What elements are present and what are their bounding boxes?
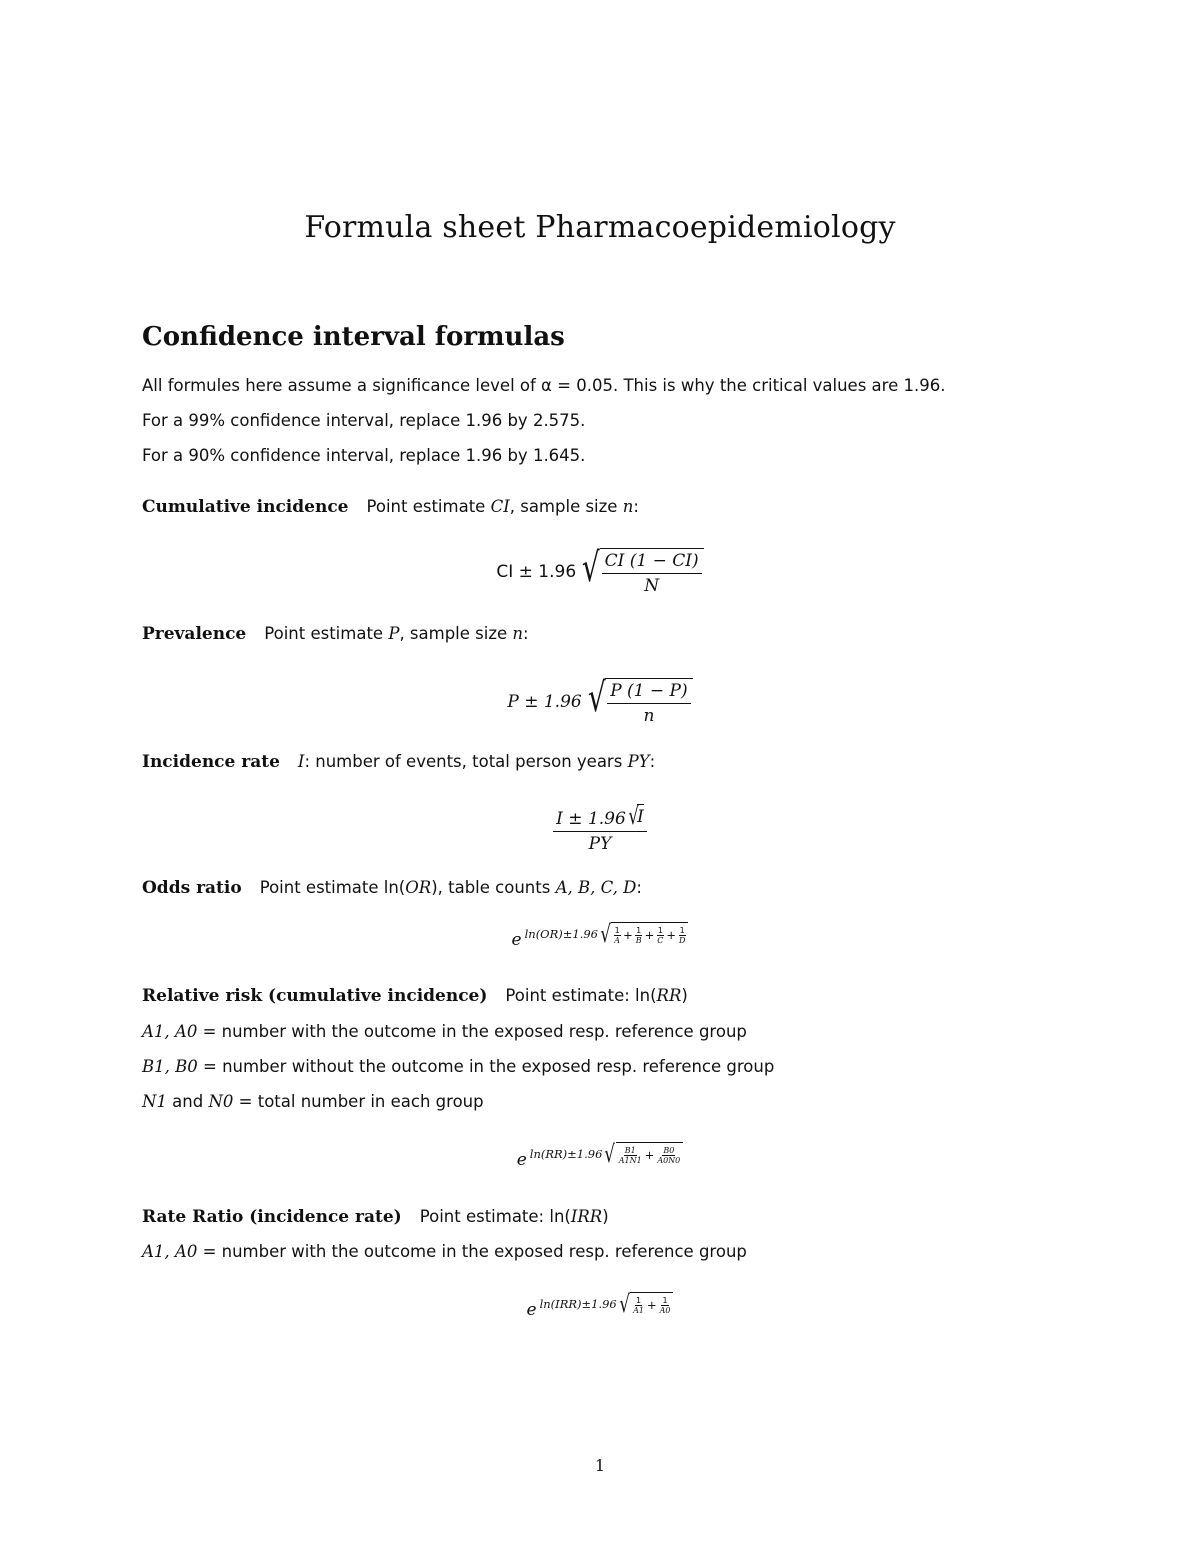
sqrt-symbol: √ $\frac{CI (1 - CI)}{N}$ [578,548,703,596]
def-text: = number without the outcome in the exposed resp. reference group [197,1057,775,1076]
sqrt-symbol: √ $\frac{P (1 - P)}{n}$ [584,678,693,726]
incidence-rate-desc: : number of events, total person years [304,752,628,771]
frac-den: A1N1 [618,1155,642,1165]
def-var: N1 [142,1092,167,1111]
cumulative-desc: Point estimate [366,497,491,516]
page-title: Formula sheet Pharmacoepidemiology [304,210,896,245]
odds-ratio-counts: A, B, C, D [555,878,637,897]
frac-one: 1 [636,925,642,935]
def-var: A1, A0 [142,1022,198,1041]
incidence-rate-heading: Incidence rate [142,752,280,772]
cumulative-formula-denominator: N [644,576,660,596]
incidence-rate-formula: I ± 1.96 √ I PY [0,804,1200,854]
frac-one: 1 [662,1295,668,1305]
intro-line-3: For a 90% confidence interval, replace 1.96 by 1.645. [142,446,586,465]
frac-one: 1 [614,925,620,935]
prevalence-heading: Prevalence [142,624,247,644]
incidence-rate-py: PY [627,752,650,771]
rate-ratio-desc: Point estimate: ln( [419,1207,571,1226]
cumulative-formula-lhs: CI ± 1.96 [496,562,577,582]
frac-one: 1 [635,1295,642,1305]
frac-term-d: D [679,935,686,945]
rate-ratio-exponent: ln(IRR)±1.96 [539,1297,617,1311]
odds-ratio-desc-b: ), table counts [431,878,556,897]
frac-term-a: A [614,935,621,945]
odds-ratio-line [142,878,642,898]
cumulative-var: CI [490,497,510,516]
frac-one: 1 [657,925,663,935]
relative-risk-def-b [142,1057,774,1076]
cumulative-colon: : [633,497,639,516]
frac-term-c: C [657,935,664,945]
def-text: = total number in each group [233,1092,484,1111]
frac-den: A0N0 [657,1155,681,1165]
cumulative-incidence-heading: Cumulative incidence [142,497,349,517]
odds-ratio-desc: Point estimate ln( [259,878,406,897]
prevalence-formula [0,675,1200,726]
plus-sign: + [666,928,677,942]
prevalence-colon: : [523,624,529,643]
prevalence-line [142,624,529,644]
relative-risk-close: ) [681,986,688,1005]
rate-ratio-var: IRR [570,1207,603,1226]
cumulative-incidence-line [142,497,639,517]
prevalence-desc-b: , sample size [399,624,513,643]
odds-ratio-heading: Odds ratio [142,878,242,898]
relative-risk-desc: Point estimate: ln( [505,986,657,1005]
incidence-rate-colon: : [649,752,656,771]
cumulative-incidence-formula [0,545,1200,596]
def-var: A1, A0 [142,1242,198,1261]
rate-ratio-formula: e ln(IRR)±1.96 √ $\frac{1}{A1}$ + $\frac{1}{A0}$ [0,1292,1200,1316]
incidence-rate-denominator: PY [588,834,612,854]
relative-risk-exponent: ln(RR)±1.96 [529,1147,603,1161]
plus-sign: + [644,1148,655,1162]
cumulative-n: n [622,497,634,516]
exp-base: e [526,1300,537,1320]
relative-risk-formula: e ln(RR)±1.96 √ $\frac{B1}{A1N1}$ + $\frac{B0}{A0N0}$ [0,1142,1200,1166]
page-number: 1 [594,1456,606,1475]
relative-risk-def-n [142,1092,484,1111]
frac-num: B1 [624,1145,636,1155]
cumulative-desc-b: , sample size [509,497,623,516]
intro-line-1: All formules here assume a significance level of α = 0.05. This is why the critical values are 1.96. [142,376,946,395]
frac-den: A1 [633,1305,644,1315]
incidence-rate-var: I [297,752,305,771]
relative-risk-heading: Relative risk (cumulative incidence) [142,986,488,1006]
exp-base: e [516,1150,527,1170]
prevalence-desc: Point estimate [264,624,389,643]
incidence-rate-numerator: I ± 1.96 [556,809,626,829]
incidence-rate-sqrt-arg: I [637,804,644,828]
plus-sign: + [623,928,633,942]
exp-base: e [511,930,522,950]
plus-sign: + [646,1298,657,1312]
incidence-rate-line [142,752,655,772]
intro-line-2: For a 99% confidence interval, replace 1.96 by 2.575. [142,411,586,430]
rate-ratio-heading: Rate Ratio (incidence rate) [142,1207,402,1227]
rate-ratio-close: ) [602,1207,609,1226]
odds-ratio-var: OR [405,878,432,897]
odds-ratio-exponent: ln(OR)±1.96 [524,927,598,941]
cumulative-formula-numerator: CI (1 − CI) [602,551,702,574]
section-heading: Confidence interval formulas [142,322,565,352]
odds-ratio-formula: e ln(OR)±1.96 √ $\frac{1}{A}$ + $\frac{1}{B}$ + $\frac{1}{C}$ + $\frac{1}{D}$ [0,922,1200,946]
def-text: = number with the outcome in the exposed resp. reference group [197,1022,747,1041]
frac-one: 1 [679,925,685,935]
prevalence-formula-lhs: P ± 1.96 [507,692,582,712]
frac-term-b: B [635,935,642,945]
def-text: = number with the outcome in the exposed resp. reference group [197,1242,747,1261]
relative-risk-def-a [142,1022,747,1041]
prevalence-var: P [388,624,400,643]
prevalence-formula-numerator: P (1 − P) [607,681,690,704]
def-var: B1, B0 [142,1057,198,1076]
relative-risk-line [142,986,688,1006]
rate-ratio-line [142,1207,609,1227]
def-and: and [166,1092,209,1111]
def-var: N0 [208,1092,234,1111]
frac-num: B0 [663,1145,675,1155]
frac-den: A0 [659,1305,671,1315]
rate-ratio-def-a [142,1242,747,1261]
plus-sign: + [644,928,655,942]
relative-risk-var: RR [656,986,682,1005]
odds-ratio-colon: : [636,878,642,897]
prevalence-formula-denominator: n [643,706,655,726]
prevalence-n: n [512,624,524,643]
